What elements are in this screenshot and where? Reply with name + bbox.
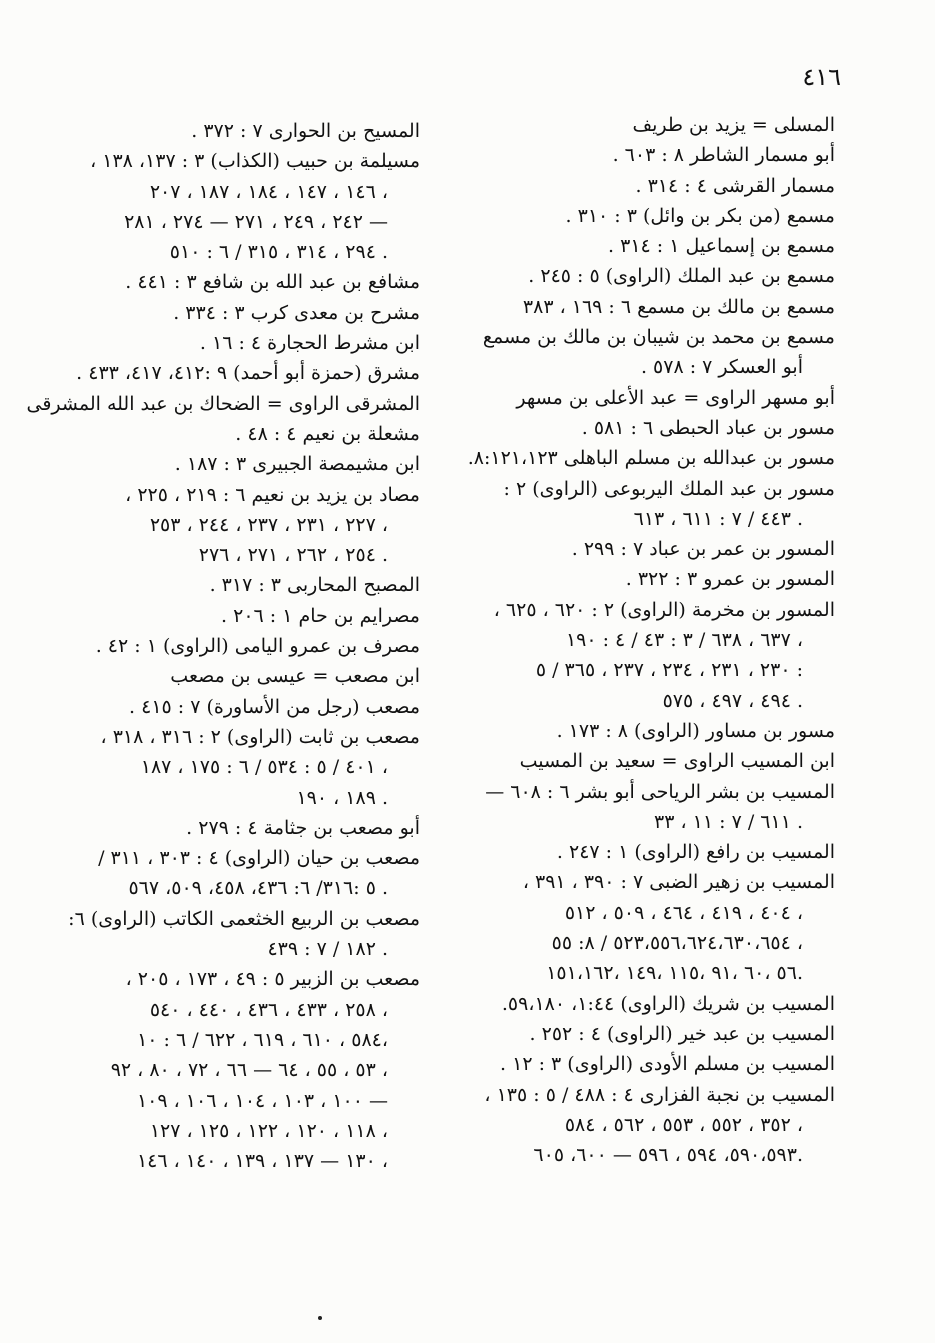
- index-entry-continuation: ٦١١ / ٧ : ١١ ، ٣٣ .: [654, 810, 803, 833]
- index-entry: المسيب بن عبد خير (الراوى) ٤ : ٢٥٢ .: [529, 1022, 835, 1045]
- index-entry: مشافع بن عبد الله بن شافع ٣ : ٤٤١ .: [125, 271, 420, 294]
- index-entry: مصرف بن عمرو اليامى (الراوى) ١ : ٤٢ .: [95, 635, 420, 658]
- index-entry-continuation: ١١٨ ، ١٢٠ ، ١٢٢ ، ١٢٥ ، ١٢٧ ،: [149, 1119, 388, 1142]
- index-entry: مسمار القرشى ٤ : ٣١٤ .: [635, 174, 835, 197]
- index-entry-continuation: ٢٤٢ ، ٢٤٩ ، ٢٧١ — ٢٧٤ ، ٢٨١ —: [124, 210, 388, 233]
- index-entry: مسور بن عبد الملك اليربوعى (الراوى) ٢ :: [503, 477, 835, 500]
- index-entry: ابن المسيب الراوى = سعيد بن المسيب: [519, 750, 835, 773]
- index-entry: مصعب بن حيان (الراوى) ٤ : ٣٠٣ ، ٣١١ /: [98, 847, 420, 870]
- index-entry-continuation: ١٠٠ ، ١٠٣ ، ١٠٤ ، ١٠٦ ، ١٠٩ —: [136, 1089, 388, 1112]
- index-entry-continuation: ٦٣٧ ، ٦٣٨ / ٣ : ٤٣ / ٤ : ١٩٠ ،: [565, 629, 803, 652]
- index-entry: أبو مصعب بن جثامة ٤ : ٢٧٩ .: [186, 816, 420, 839]
- index-entry-continuation: ٤٠٤ ، ٤١٩ ، ٤٦٤ ، ٥٠٩ ، ٥١٢ ،: [564, 901, 803, 924]
- index-entry: مسمع (من بكر بن وائل) ٣ : ٣١٠ .: [565, 204, 835, 227]
- index-entry: ابن مصعب = عيسى بن مصعب: [170, 665, 420, 688]
- index-entry-continuation: ٥٨٤ ، ٦١٠ ، ٦١٩ ، ٦٢٢ / ٦ : ١٠،: [137, 1028, 388, 1051]
- index-entry-continuation: ١٤٦ ، ١٤٧ ، ١٨٤ ، ١٨٧ ، ٢٠٧ ،: [149, 180, 388, 203]
- index-entry: المصبح المحاربى ٣ : ٣١٧ .: [209, 574, 420, 597]
- index-entry: المسيب بن شريك (الراوى) ١:٤٤، ٥٩،١٨٠.: [501, 992, 835, 1015]
- index-entry-continuation: ١٨٩ ، ١٩٠ .: [296, 786, 388, 809]
- index-entry: المسيح بن الحوارى ٧ : ٣٧٢ .: [191, 120, 420, 142]
- index-entry-continuation: ٥٦ ،٦٠ ،٩١ ،١١٥ ،١٤٩ ،١٥١،١٦٢.: [546, 962, 803, 985]
- index-entry-continuation: ٥٢٣،٥٥٦،٦٢٤،٦٣٠،٦٥٤ / ٨: ٥٥ ،: [551, 932, 803, 955]
- index-entry: ابن مشيمصة الجبيرى ٣ : ١٨٧ .: [174, 453, 420, 476]
- index-entry-continuation: ٤٠١ / ٥ : ٥٣٤ / ٦ : ١٧٥ ، ١٨٧ ،: [140, 756, 388, 779]
- index-entry: مسمع بن مالك بن مسمع ٦ : ١٦٩ ، ٣٨٣: [522, 295, 835, 318]
- index-entry: مسور بن عباد الحبطى ٦ : ٥٨١ .: [581, 416, 835, 439]
- index-entry-continuation: ١٨٢ / ٧ : ٤٣٩ .: [267, 938, 388, 961]
- index-entry: ابن مشرط الحجارة ٤ : ١٦ .: [199, 332, 420, 355]
- index-entry: مصعب بن الربيع الخثعمى الكاتب (الراوى) ٦:: [68, 907, 420, 930]
- index-entry: مشرح بن معدى كرب ٣ : ٣٣٤ .: [173, 301, 420, 324]
- index-entry: المسلى = يزيد بن طريف: [632, 114, 835, 136]
- index-column-right: [457, 110, 835, 1170]
- index-entry: المسور بن عمر بن عباد ٧ : ٢٩٩ .: [571, 538, 835, 561]
- index-entry-continuation: ١٣٠ — ١٣٧ ، ١٣٩ ، ١٤٠ ، ١٤٦ ،: [136, 1150, 388, 1173]
- index-entry: مصعب (رجل من الأساورة) ٧ : ٤١٥ .: [129, 695, 420, 718]
- index-entry: مشعلة بن نعيم ٤ : ٤٨ .: [235, 422, 420, 445]
- index-entry-continuation: ٥٩٠،٥٩٣، ٥٩٤ ، ٥٩٦ — ٦٠٠، ٦٠٥.: [533, 1144, 803, 1167]
- index-entry-continuation: ٥ :٣١٦/ ٦: ٤٣٦، ٤٥٨، ٥٠٩، ٥٦٧ .: [128, 877, 388, 900]
- index-entry: مسور بن عبدالله بن مسلم الباهلى ٨:١٢١،١٢٣.: [467, 447, 835, 470]
- index-entry: المسور بن عمرو ٣ : ٣٢٢ .: [625, 568, 835, 591]
- index-entry-continuation: ٢٢٧ ، ٢٣١ ، ٢٣٧ ، ٢٤٤ ، ٢٥٣ ،: [149, 513, 388, 536]
- index-entry: مسمع بن محمد بن شيبان بن مالك بن مسمع: [482, 326, 835, 349]
- index-entry: مصرايم بن حام ١ : ٢٠٦ .: [221, 604, 420, 627]
- index-entry-continuation: ٤٩٤ ، ٤٩٧ ، ٥٧٥ .: [662, 689, 803, 712]
- index-entry: مسمع بن إسماعيل ١ : ٣١٤ .: [608, 235, 835, 258]
- index-entry: مشرق (حمزة أبو أحمد) ٩ :٤١٢، ٤١٧، ٤٣٣ .: [76, 362, 420, 385]
- index-entry: المسيب بن بشر الرياحى أبو بشر ٦ : ٦٠٨ —: [485, 780, 835, 803]
- index-entry: مصعب بن الزبير ٥ : ٤٩ ، ١٧٣ ، ٢٠٥ ،: [125, 968, 420, 991]
- index-entry-continuation: ٢٩٤ ، ٣١٤ ، ٣١٥ / ٦ : ٥١٠ .: [169, 241, 388, 264]
- index-entry-continuation: ٥٣ ، ٥٥ ، ٦٤ — ٦٦ ، ٧٢ ، ٨٠ ، ٩٢ ،: [110, 1059, 388, 1082]
- index-entry: مصعب بن ثابت (الراوى) ٢ : ٣١٦ ، ٣١٨ ،: [100, 725, 420, 748]
- index-entry: المسيب بن رافع (الراوى) ١ : ٢٤٧ .: [556, 841, 835, 864]
- index-entry: مسيلمة بن حبيب (الكذاب) ٣ : ١٣٧، ١٣٨ ،: [90, 150, 420, 173]
- index-entry-continuation: ٢٥٨ ، ٤٣٣ ، ٤٣٦ ، ٤٤٠ ، ٥٤٠ ،: [149, 998, 388, 1021]
- index-entry-continuation: ٢٣٠ ، ٢٣١ ، ٢٣٤ ، ٢٣٧ ، ٣٦٥ / ٥ :: [535, 659, 803, 682]
- index-entry: مصاد بن يزيد بن نعيم ٦ : ٢١٩ ، ٢٢٥ ،: [125, 483, 420, 506]
- index-entry: مسمع بن عبد الملك (الراوى) ٥ : ٢٤٥ .: [528, 265, 835, 288]
- index-column-left: [26, 116, 420, 1176]
- index-entry-continuation: أبو العسكر ٧ : ٥٧٨ .: [640, 356, 803, 379]
- index-entry: المشرقى الراوى = الضحاك بن عبد الله المشرقى: [26, 392, 420, 415]
- index-entry: أبو مسمار الشاطر ٨ : ٦٠٣ .: [612, 144, 835, 167]
- page-dot-mark: [318, 1316, 322, 1320]
- page-number: ٤١٦: [802, 63, 841, 91]
- index-entry-continuation: ٢٥٤ ، ٢٦٢ ، ٢٧١ ، ٢٧٦ .: [198, 544, 388, 567]
- index-entry: المسيب بن زهير الضبى ٧ : ٣٩٠ ، ٣٩١ ،: [522, 871, 835, 894]
- index-entry-continuation: ٤٤٣ / ٧ : ٦١١ ، ٦١٣ .: [633, 507, 803, 530]
- index-entry: المسيب بن نجبة الفزارى ٤ : ٤٨٨ / ٥ : ١٣٥ ،: [484, 1083, 835, 1106]
- index-entry-continuation: ٣٥٢ ، ٥٥٢ ، ٥٥٣ ، ٥٦٢ ، ٥٨٤ ،: [564, 1113, 803, 1136]
- index-entry: أبو مسهر الراوى = عبد الأعلى بن مسهر: [516, 386, 835, 409]
- index-entry: المسور بن مخرمة (الراوى) ٢ : ٦٢٠ ، ٦٢٥ ،: [493, 598, 835, 621]
- index-entry: مسور بن مساور (الراوى) ٨ : ١٧٣ .: [556, 719, 835, 742]
- index-entry: المسيب بن مسلم الأودى (الراوى) ٣ : ١٢ .: [500, 1053, 835, 1076]
